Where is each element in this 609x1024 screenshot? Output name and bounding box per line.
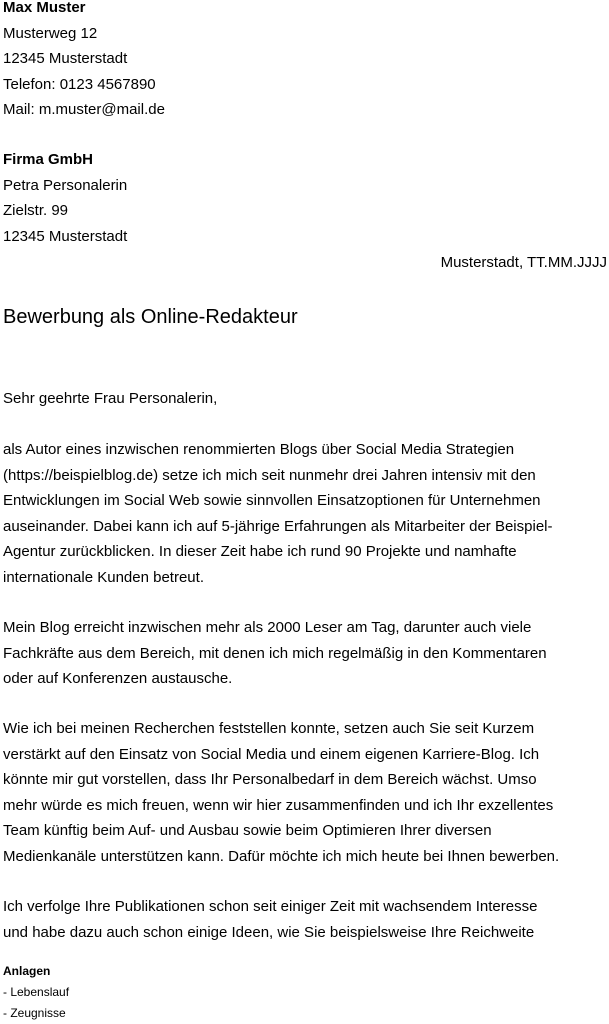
paragraph-line: internationale Kunden betreut.	[3, 568, 204, 586]
salutation: Sehr geehrte Frau Personalerin,	[3, 390, 218, 407]
paragraph-line: Team künftig beim Auf- und Ausbau sowie beim Optimieren Ihrer diversen	[3, 822, 492, 839]
recipient-city: 12345 Musterstadt	[3, 227, 128, 245]
paragraph-line: Fachkräfte aus dem Bereich, mit denen ich mich regelmäßig in den Kommentaren	[3, 644, 547, 662]
sender-city: 12345 Musterstadt	[3, 50, 128, 67]
subject-line: Bewerbung als Online-Redakteur	[3, 306, 298, 328]
recipient-address	[3, 147, 127, 249]
paragraph-2	[3, 615, 547, 692]
attachment-item: - Lebenslauf	[3, 985, 70, 999]
recipient-street: Zielstr. 99	[3, 202, 69, 219]
paragraph-4	[3, 894, 537, 945]
paragraph-line: Ich verfolge Ihre Publikationen schon seit einiger Zeit mit wachsendem Interesse	[3, 898, 538, 915]
place-date: Musterstadt, TT.MM.JJJJ	[440, 254, 607, 271]
attachment-item: - Zeugnisse	[3, 1006, 66, 1020]
recipient-company: Firma GmbH	[3, 151, 94, 168]
attachments	[3, 961, 69, 1024]
sender-name: Max Muster	[3, 0, 86, 16]
sender-phone: Telefon: 0123 4567890	[3, 75, 156, 93]
paragraph-line: Wie ich bei meinen Recherchen feststellen konnte, setzen auch Sie seit Kurzem	[3, 720, 535, 737]
paragraph-line: mehr würde es mich freuen, wenn wir hier zusammenfinden und ich Ihr exzellentes	[3, 796, 554, 814]
paragraph-line: Mein Blog erreicht inzwischen mehr als 2000 Leser am Tag, darunter auch viele	[3, 619, 532, 636]
paragraph-line: oder auf Konferenzen austausche.	[3, 670, 233, 687]
paragraph-line: könnte mir gut vorstellen, dass Ihr Personalbedarf in dem Bereich wächst. Umso	[3, 771, 537, 788]
attachments-title: Anlagen	[3, 964, 51, 978]
recipient-person: Petra Personalerin	[3, 176, 128, 194]
paragraph-3	[3, 716, 559, 869]
paragraph-line: Medienkanäle unterstützen kann. Dafür möchte ich mich heute bei Ihnen bewerben.	[3, 847, 560, 865]
paragraph-line: als Autor eines inzwischen renommierten Blogs über Social Media Strategien	[3, 441, 515, 458]
paragraph-line: (https://beispielblog.de) setze ich mich seit nunmehr drei Jahren intensiv mit den	[3, 466, 536, 484]
sender-street: Musterweg 12	[3, 24, 98, 42]
sender-address	[3, 0, 165, 123]
sender-mail: Mail: m.muster@mail.de	[3, 101, 165, 118]
paragraph-line: und habe dazu auch schon einige Ideen, wie Sie beispielsweise Ihre Reichweite	[3, 923, 535, 941]
paragraph-line: auseinander. Dabei kann ich auf 5-jährige Erfahrungen als Mitarbeiter der Beispiel-	[3, 517, 553, 535]
paragraph-1	[3, 437, 553, 590]
paragraph-line: Agentur zurückblicken. In dieser Zeit habe ich rund 90 Projekte und namhafte	[3, 543, 517, 560]
paragraph-line: Entwicklungen im Social Web sowie sinnvollen Einsatzoptionen für Unternehmen	[3, 492, 541, 509]
paragraph-line: verstärkt auf den Einsatz von Social Media und einem eigenen Karriere-Blog. Ich	[3, 745, 540, 763]
